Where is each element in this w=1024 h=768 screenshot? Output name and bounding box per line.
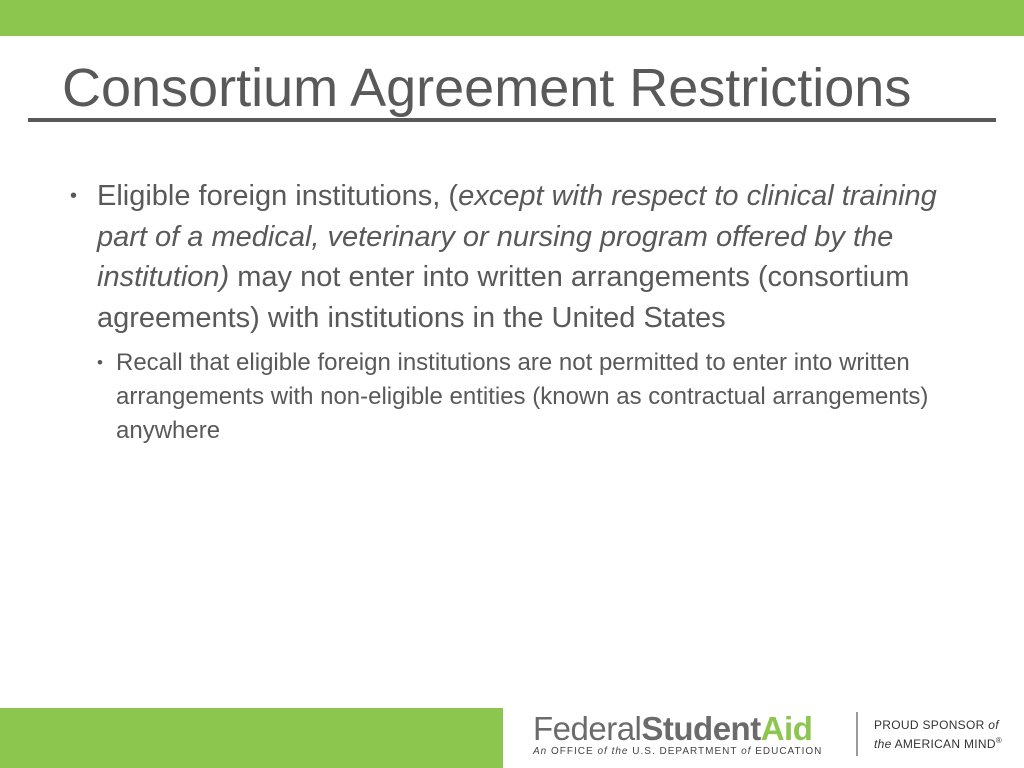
footer-divider [856,712,858,756]
logo-sub-the: the [611,746,629,757]
title-underline [28,118,996,122]
sub-bullet-marker: • [97,353,103,372]
bullet-item [70,176,975,338]
logo-sub-office: OFFICE [551,746,594,757]
registered-mark: ® [995,736,1003,745]
logo-sub-dept: U.S. DEPARTMENT [632,746,738,757]
bottom-accent-bar [0,708,503,768]
bullet-text-italic: except with respect to clinical training part of a medical, veterinary or nursing program offered by the institution) [97,180,937,293]
logo-word-federal: Federal [533,710,642,747]
logo-subtitle [533,746,822,757]
logo-sub-edu: EDUCATION [755,746,823,757]
sponsor-of: of [988,718,999,732]
slide-title: Consortium Agreement Restrictions [62,58,912,118]
logo-sub-of: of [597,746,608,757]
logo-sub-an: An [533,746,548,757]
sponsor-line-1: PROUD SPONSOR of [874,718,999,732]
bullet-text-plain: Eligible foreign institutions, ( [97,180,459,212]
sponsor-line-2: the AMERICAN MIND® [874,736,1003,751]
sponsor-the: the [874,737,892,751]
federal-student-aid-logo [533,710,839,764]
sponsor-tagline [874,718,1002,752]
logo-word-student: Student [641,710,761,747]
logo-sub-of-2: of [741,746,752,757]
logo-wordmark [533,710,812,748]
bullet-marker: • [70,185,78,207]
logo-word-aid: Aid [760,710,813,747]
slide-body [70,176,975,448]
top-accent-bar [0,0,1024,36]
bullet-text-plain-end: may not enter into written arrangements (consortium agreements) with institutions in the United States [97,261,910,334]
sub-bullet-text: Recall that eligible foreign institutions are not permitted to enter into written arrangements with non-eligible entities (known as contractual arrangements) anywhere [116,349,929,444]
sub-bullet-item [97,346,975,448]
